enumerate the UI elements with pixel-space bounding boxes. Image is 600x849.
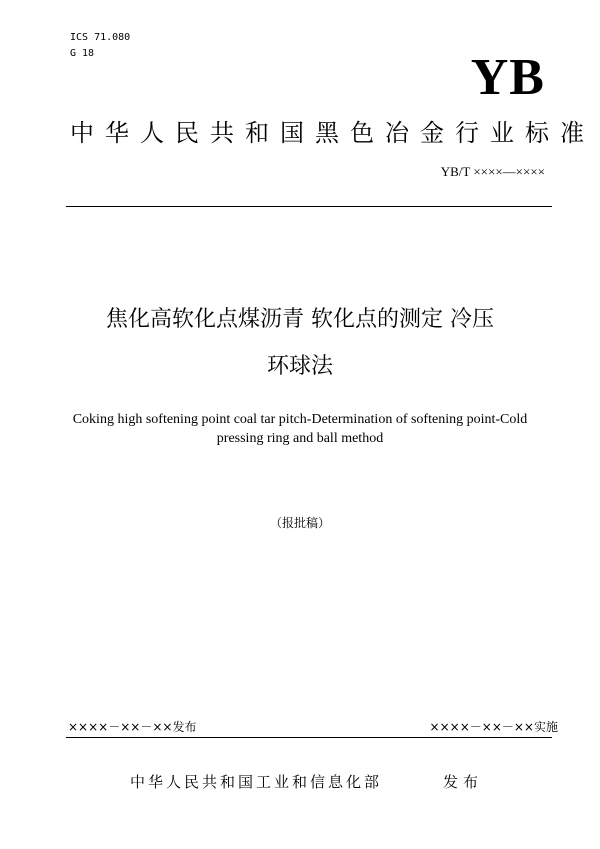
top-divider (66, 206, 552, 207)
bottom-divider (66, 737, 552, 738)
yb-logo: YB (470, 49, 545, 106)
chinese-title-line-1: 焦化高软化点煤沥青 软化点的测定 冷压 (106, 307, 494, 332)
classification-code: G 18 (70, 48, 95, 59)
english-title-line-1: Coking high softening point coal tar pitch-Determination of softening point-Cold (72, 412, 528, 427)
chinese-title-line-2: 环球法 (266, 354, 333, 379)
standard-organization-title: 中华人民共和国黑色冶金行业标准 (70, 119, 595, 147)
implementation-date: ××××－××－××实施 (429, 720, 558, 734)
issue-label: 发布 (443, 773, 484, 791)
english-title-line-2: pressing ring and ball method (216, 431, 384, 446)
standard-number: YB/T ××××—×××× (440, 164, 545, 179)
publish-date: ××××－××－××发布 (68, 720, 197, 734)
draft-stage-label: （报批稿） (269, 516, 330, 530)
ics-code: ICS 71.080 (70, 32, 131, 43)
issuing-authority: 中华人民共和国工业和信息化部 (130, 773, 383, 791)
